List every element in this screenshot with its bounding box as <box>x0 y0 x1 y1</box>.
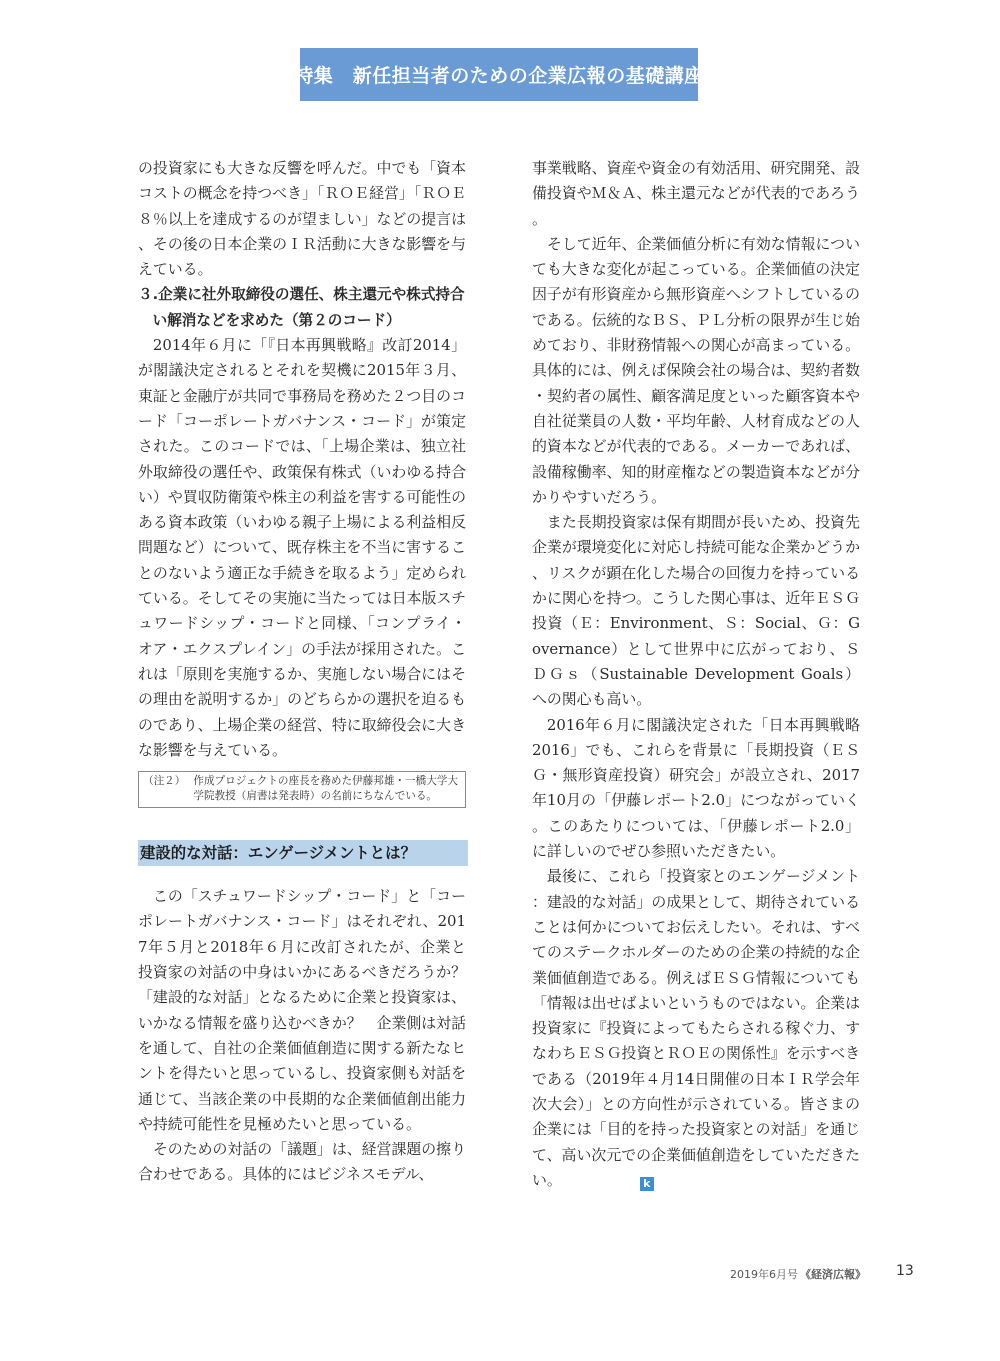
footnote-box <box>138 771 466 808</box>
footnote-text: 作成プロジェクトの座長を務めた伊藤邦雄・一橋大学大学院教授（肩書は発表時）の名前にちなんでいる。 <box>193 775 459 803</box>
left-column <box>138 156 481 1188</box>
section-heading: 建設的な対話：エンゲージメントとは？ <box>138 840 468 866</box>
paragraph-final <box>532 864 860 1193</box>
paragraph: そして近年、企業価値分析に有効な情報についても大きな変化が起こっている。企業価値の決定因子が有形資産から無形資産へシフトしているのである。伝統的なＢＳ、ＰＬ分析の限界が生じ始めており、非財務情報への関心が高まっている。具体的には、例えば保険会社の場合は、契約者数・契約者の属性、顧客満足度といった顧客資本や自社従業員の人数・平均年齢、人材育成などの人的資本などが代表的である。メーカーであれば、設備稼働率、知的財産権などの製造資本などが分かりやすいだろう。 <box>532 234 860 506</box>
subsection-number: ３. <box>138 286 159 304</box>
paragraph: この「スチュワードシップ・コード」と「コーポレートガバナンス・コード」はそれぞれ、2017年５月と2018年６月に改訂されたが、企業と投資家の対話の中身はいかにあるべきだろうか？ 「建設的な対話」となるために企業と投資家は、いかなる情報を盛り込むべきか？ 企業側は対話を通して、自社の企業価値創造に関する新たなヒントを得たいと思っているし、投資家側も対話を通じて、当該企業の中長期的な企業価値創出能力や持続可能性を見極めたいと思っている。 <box>138 887 481 1133</box>
paragraph: また長期投資家は保有期間が長いため、投資先企業が環境変化に対応し持続可能な企業かどうか、リスクが顕在化した場合の回復力を持っているかに関心を持つ。こうした関心事は、近年ＥＳＧ投資（Ｅ：Environment、Ｓ：Social、Ｇ：Governance）として世界中に広がっており、ＳＤＧｓ（Sustainable Development Goals）への関心も高い。 <box>532 513 860 709</box>
paragraph: 事業戦略、資産や資金の有効活用、研究開発、設備投資やＭ＆Ａ、株主還元などが代表的であろう。 <box>532 159 860 228</box>
paragraph: 2014年６月に「『日本再興戦略』改訂2014」が閣議決定されるとそれを契機に2015年３月、東証と金融庁が共同で事務局を務めた２つ目のコード「コーポレートガバナンス・コード」が策定された。このコードでは、「上場企業は、独立社外取締役の選任や、政策保有株式（いわゆる持合い）や買収防衛策や株主の利益を害する可能性のある資本政策（いわゆる親子上場による利益相反問題など）について、既存株主を不当に害することのないよう適正な手続きを取るよう」定められている。そしてその実施に当たっては日本版スチュワードシップ・コードと同様、「コンプライ・オア・エクスプレイン」の手法が採用された。これは「原則を実施するか、実施しない場合にはその理由を説明するか」のどちらかの選択を迫るものであり、上場企業の経営、特に取締役会に大きな影響を与えている。 <box>138 336 466 759</box>
magazine-name: 《経済広報》 <box>800 1268 866 1281</box>
page-number: 13 <box>896 1263 914 1279</box>
paragraph-text: 最後に、これら「投資家とのエンゲージメント：建設的な対話」の成果として、期待されていることは何かについてお伝えしたい。それは、すべてのステークホルダーのための企業の持続的な企業価値創造である。例えばＥＳＧ情報についても「情報は出せばよいというものではない。企業は投資家に『投資によってもたらされる稼ぐ力、すなわちＥＳＧ投資とＲＯＥの関係性』を示すべきである（2019年４月14日開催の日本ＩＲ学会年次大会）」との方向性が示されている。皆さまの企業には「目的を持った投資家との対話」を通じて、高い次元での企業価値創造をしていただきたい。 <box>532 867 860 1189</box>
subsection-text: 企業に社外取締役の選任、株主還元や株式持合い解消などを求めた（第２のコード） <box>152 286 465 329</box>
paragraph: の投資家にも大きな反響を呼んだ。中でも「資本コストの概念を持つべき」「ＲＯＥ経営」「ＲＯＥ８％以上を達成するのが望ましい」などの提言は、その後の日本企業のＩＲ活動に大きな影響を与えている。 <box>138 159 466 279</box>
feature-title-banner <box>294 48 704 101</box>
end-mark-icon: k <box>640 1177 654 1191</box>
footnote-label: （注２） <box>143 775 186 788</box>
feature-title: 特集 新任担当者のための企業広報の基礎講座 <box>294 65 704 87</box>
paragraph: そのための対話の「議題」は、経営課題の擦り合わせである。具体的にはビジネスモデル、 <box>138 1140 466 1184</box>
subsection-heading <box>138 282 466 333</box>
right-column <box>532 156 860 1193</box>
issue-date: 2019年6月号 <box>730 1268 798 1281</box>
page-footer <box>730 1266 866 1282</box>
paragraph: 2016年６月に閣議決定された「日本再興戦略2016」でも、これらを背景に「長期投資（ＥＳＧ・無形資産投資）研究会」が設立され、2017年10月の「伊藤レポート2.0」につながっていく。このあたりについては、「伊藤レポート2.0」に詳しいのでぜひ参照いただきたい。 <box>532 715 860 861</box>
